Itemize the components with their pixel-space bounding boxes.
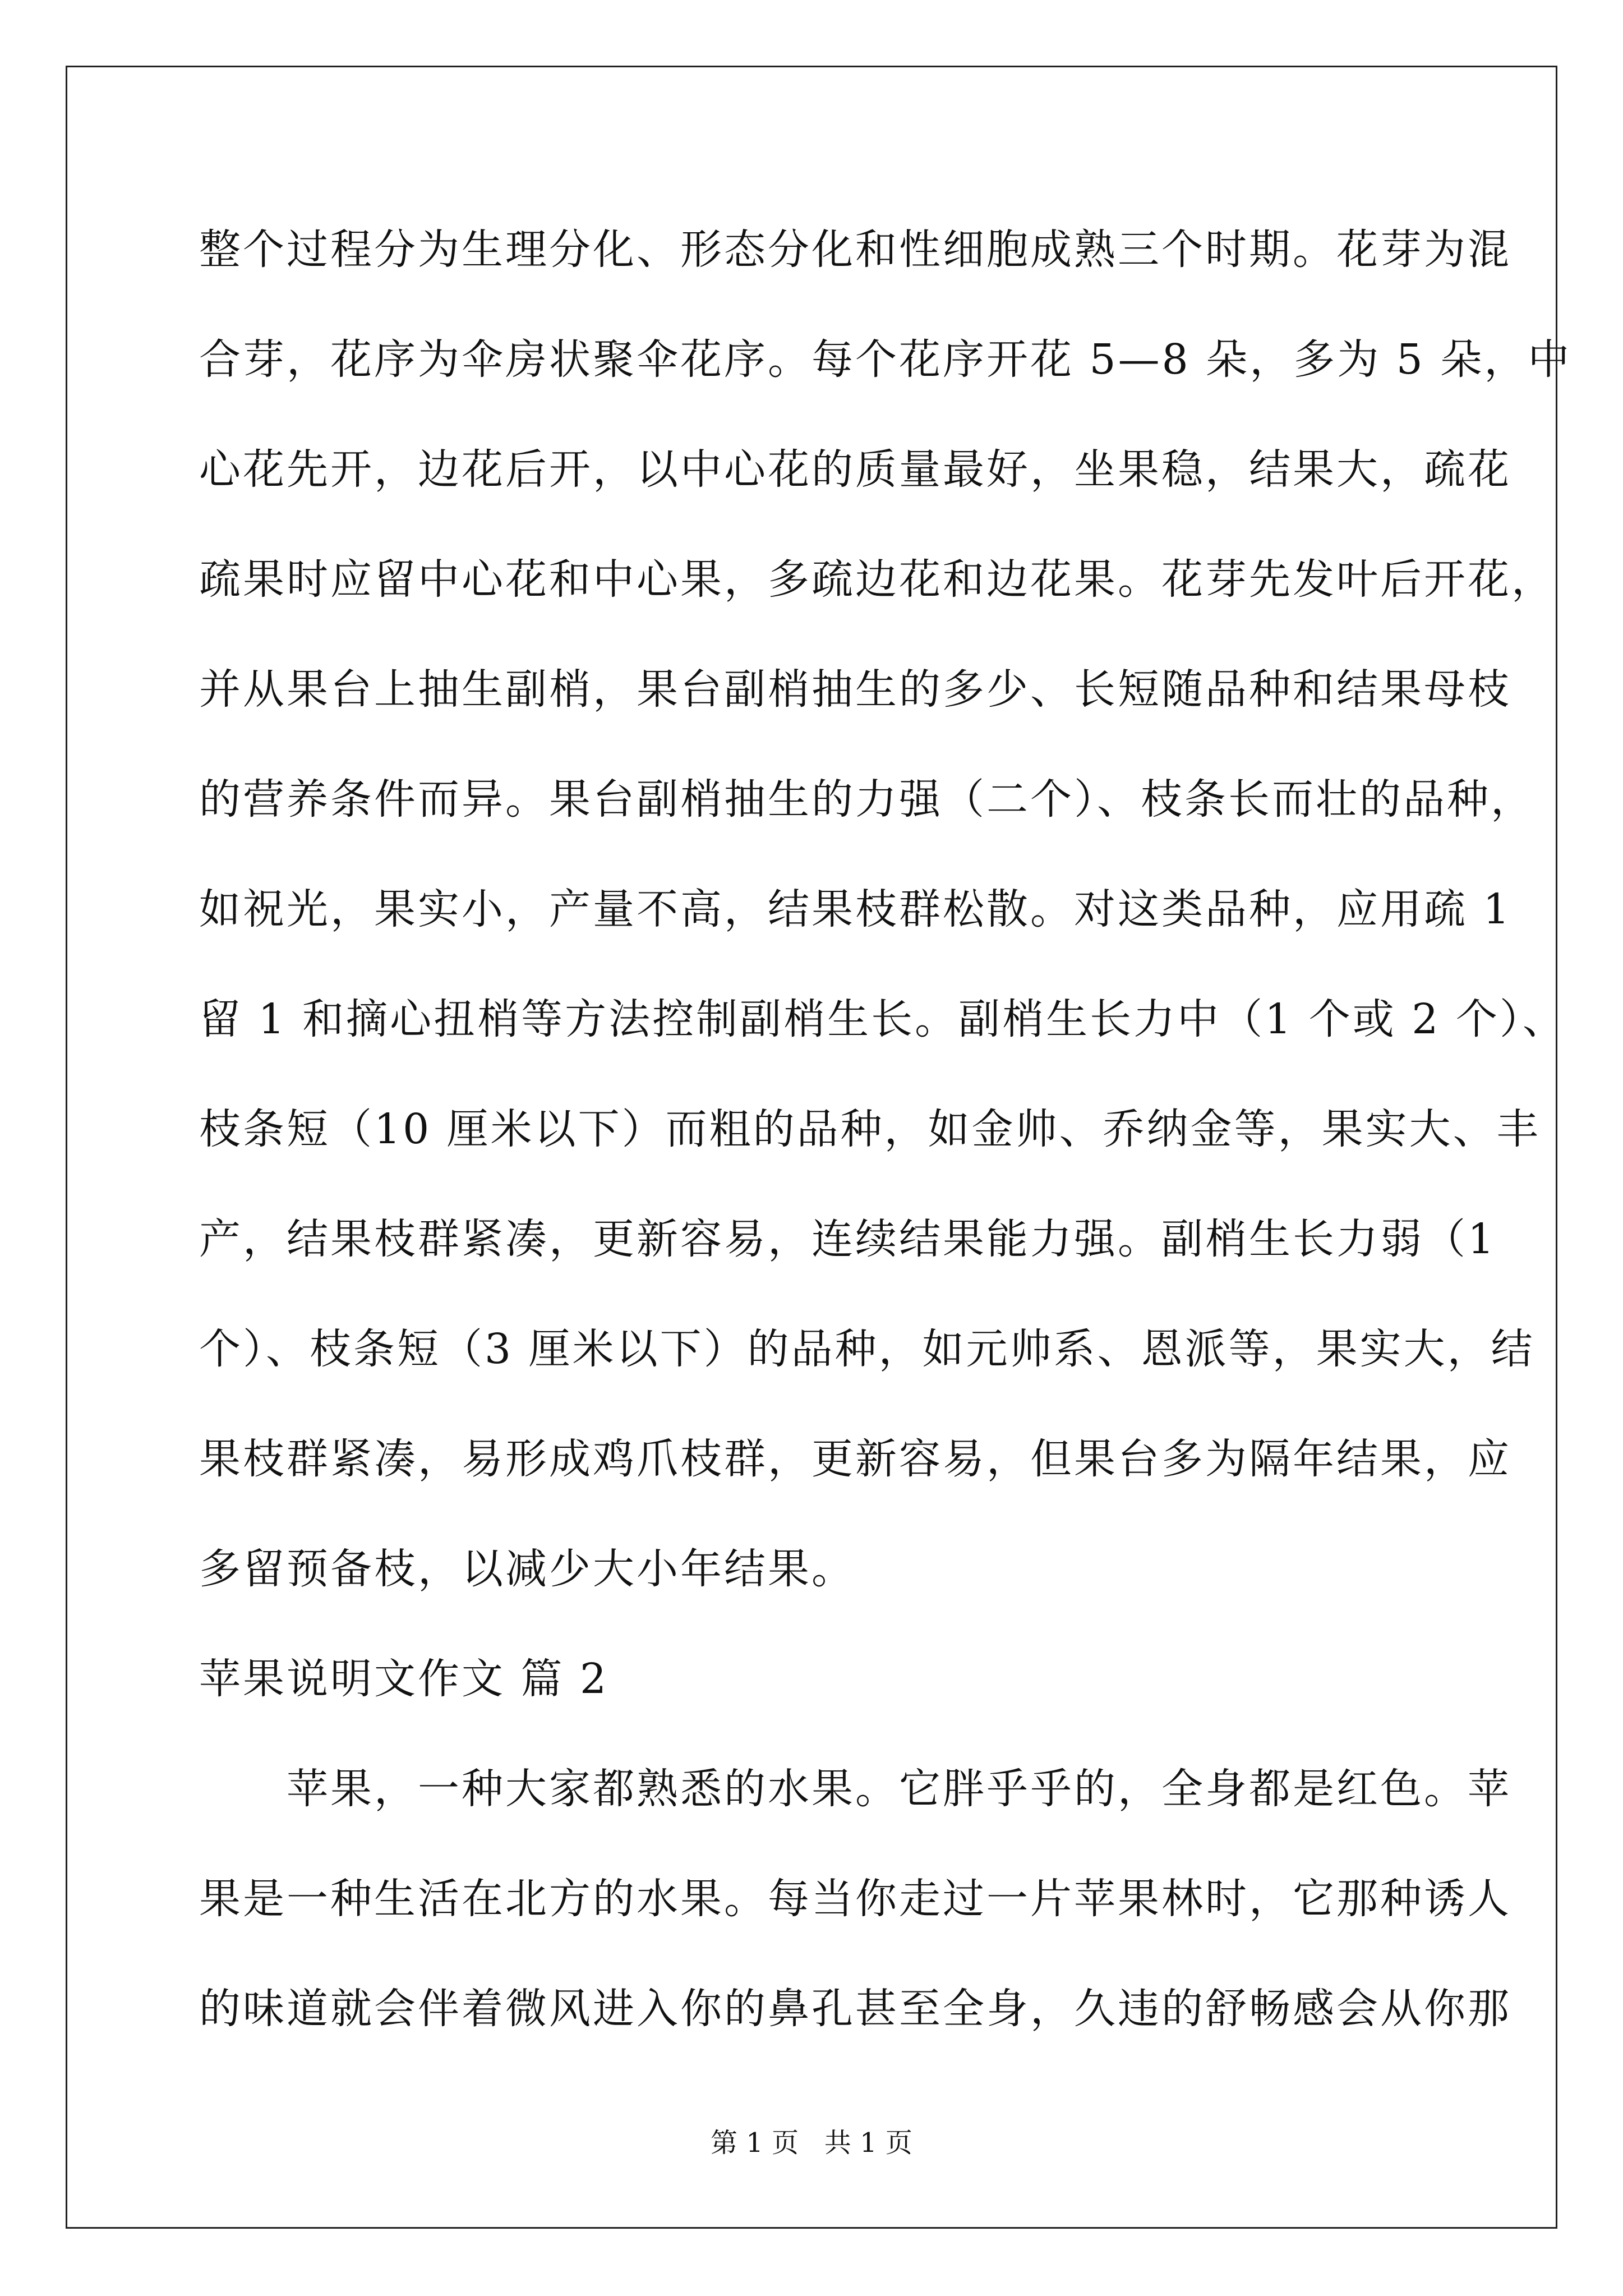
paragraph-line: 合芽，花序为伞房状聚伞花序。每个花序开花 5—8 朵，多为 5 朵，中 <box>199 335 1572 384</box>
section-title: 苹果说明文作文 篇 2 <box>199 1655 609 1703</box>
document-body <box>199 222 1572 2091</box>
paragraph-line: 产，结果枝群紧凑，更新容易，连续结果能力强。副梢生长力弱（1 <box>199 1215 1497 1263</box>
paragraph-line: 疏果时应留中心花和中心果，多疏边花和边花果。花芽先发叶后开花， <box>199 555 1555 604</box>
paragraph-line: 枝条短（10 厘米以下）而粗的品种，如金帅、乔纳金等，果实大、丰 <box>199 1105 1541 1153</box>
paragraph-line: 果枝群紧凑，易形成鸡爪枝群，更新容易，但果台多为隔年结果，应 <box>199 1435 1511 1483</box>
paragraph-line: 如祝光，果实小，产量不高，结果枝群松散。对这类品种，应用疏 1 <box>199 885 1512 933</box>
paragraph-line: 的营养条件而异。果台副梢抽生的力强（二个）、枝条长而壮的品种， <box>199 775 1534 823</box>
paragraph-line: 整个过程分为生理分化、形态分化和性细胞成熟三个时期。花芽为混 <box>199 226 1511 274</box>
paragraph-line: 心花先开，边花后开，以中心花的质量最好，坐果稳，结果大，疏花 <box>199 445 1511 494</box>
paragraph-line: 留 1 和摘心扭梢等方法控制副梢生长。副梢生长力中（1 个或 2 个）、 <box>199 995 1566 1043</box>
paragraph-line: 个）、枝条短（3 厘米以下）的品种，如元帅系、恩派等，果实大，结 <box>199 1325 1535 1373</box>
paragraph-line: 苹果，一种大家都熟悉的水果。它胖乎乎的，全身都是红色。苹 <box>199 1765 1511 1813</box>
paragraph-line: 并从果台上抽生副梢，果台副梢抽生的多少、长短随品种和结果母枝 <box>199 665 1511 714</box>
paragraph-line: 多留预备枝，以减少大小年结果。 <box>199 1545 855 1593</box>
paragraph-line: 的味道就会伴着微风进入你的鼻孔甚至全身，久违的舒畅感会从你那 <box>199 1985 1511 2033</box>
page-footer: 第 1 页 共 1 页 <box>711 2127 912 2159</box>
paragraph-line: 果是一种生活在北方的水果。每当你走过一片苹果林时，它那种诱人 <box>199 1875 1511 1923</box>
